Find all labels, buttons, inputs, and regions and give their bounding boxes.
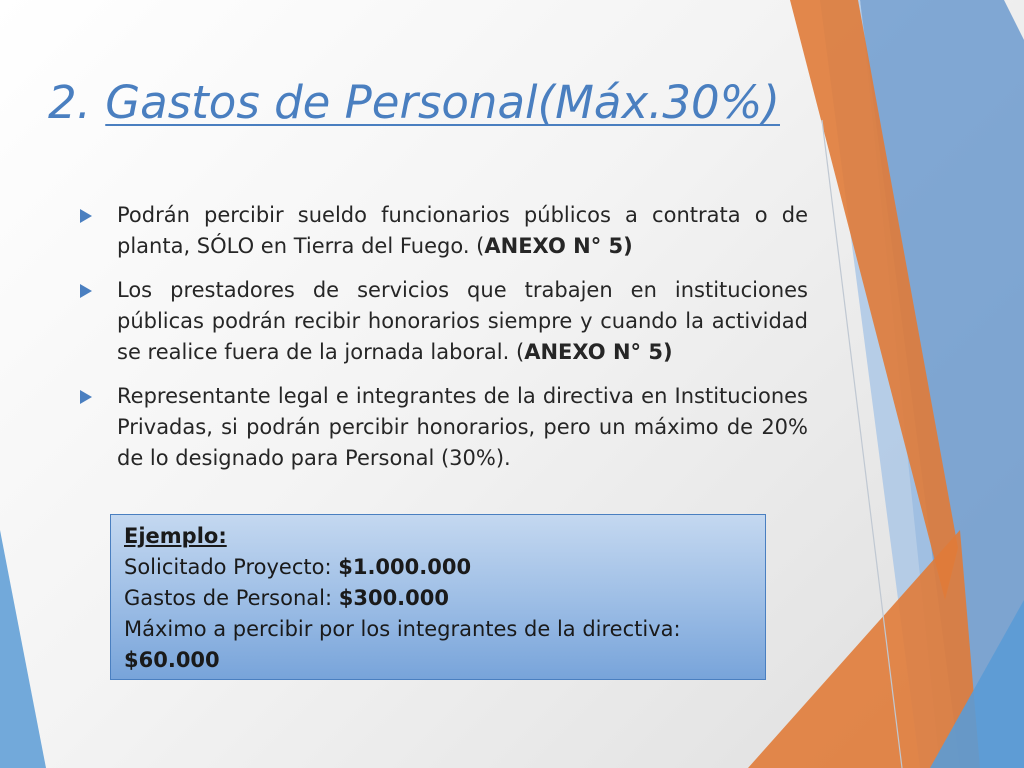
anexo-ref: ANEXO N° 5 xyxy=(484,234,624,258)
bullet-text xyxy=(117,381,808,474)
bullet-body: Los prestadores de servicios que trabajen en instituciones públicas podrán recibir honorarios siempre y cuando la actividad se realice fuera de la jornada laboral. ( xyxy=(117,278,808,364)
example-maximo-label: Máximo a percibir por los integrantes de la directiva: xyxy=(124,617,681,641)
bullet-arrow-icon xyxy=(80,390,92,404)
bullet-item xyxy=(80,381,808,474)
solicitado-label: Solicitado Proyecto: xyxy=(124,555,339,579)
gastos-label: Gastos de Personal: xyxy=(124,586,339,610)
bullet-body: Representante legal e integrantes de la directiva en Instituciones Privadas, si podrán percibir honorarios, pero un máximo de 20% de lo designado para Personal (30%). xyxy=(117,384,808,470)
bullet-arrow-icon xyxy=(80,209,92,223)
example-solicitado xyxy=(124,552,753,583)
anexo-close: ) xyxy=(662,340,673,364)
example-maximo-value xyxy=(124,645,753,676)
bullet-item xyxy=(80,200,808,262)
example-heading: Ejemplo: xyxy=(124,524,227,548)
bullet-body: Podrán percibir sueldo funcionarios públicos a contrata o de planta, SÓLO en Tierra del Fuego. ( xyxy=(117,203,808,258)
example-box xyxy=(110,514,766,680)
slide-title xyxy=(48,74,780,132)
example-gastos xyxy=(124,583,753,614)
lower-orange-band xyxy=(748,530,980,768)
solicitado-value: $1.000.000 xyxy=(338,555,472,579)
bullet-list xyxy=(80,200,808,487)
title-number: 2. xyxy=(48,76,106,129)
maximo-value: $60.000 xyxy=(124,648,220,672)
bullet-arrow-icon xyxy=(80,284,92,298)
bullet-text xyxy=(117,275,808,368)
bullet-text xyxy=(117,200,808,262)
anexo-close: ) xyxy=(623,234,633,258)
left-blue-strip xyxy=(0,530,46,768)
anexo-ref: ANEXO N° 5 xyxy=(524,340,663,364)
title-text: Gastos de Personal(Máx.30%) xyxy=(105,76,780,129)
bullet-item xyxy=(80,275,808,368)
gastos-value: $300.000 xyxy=(338,586,449,610)
